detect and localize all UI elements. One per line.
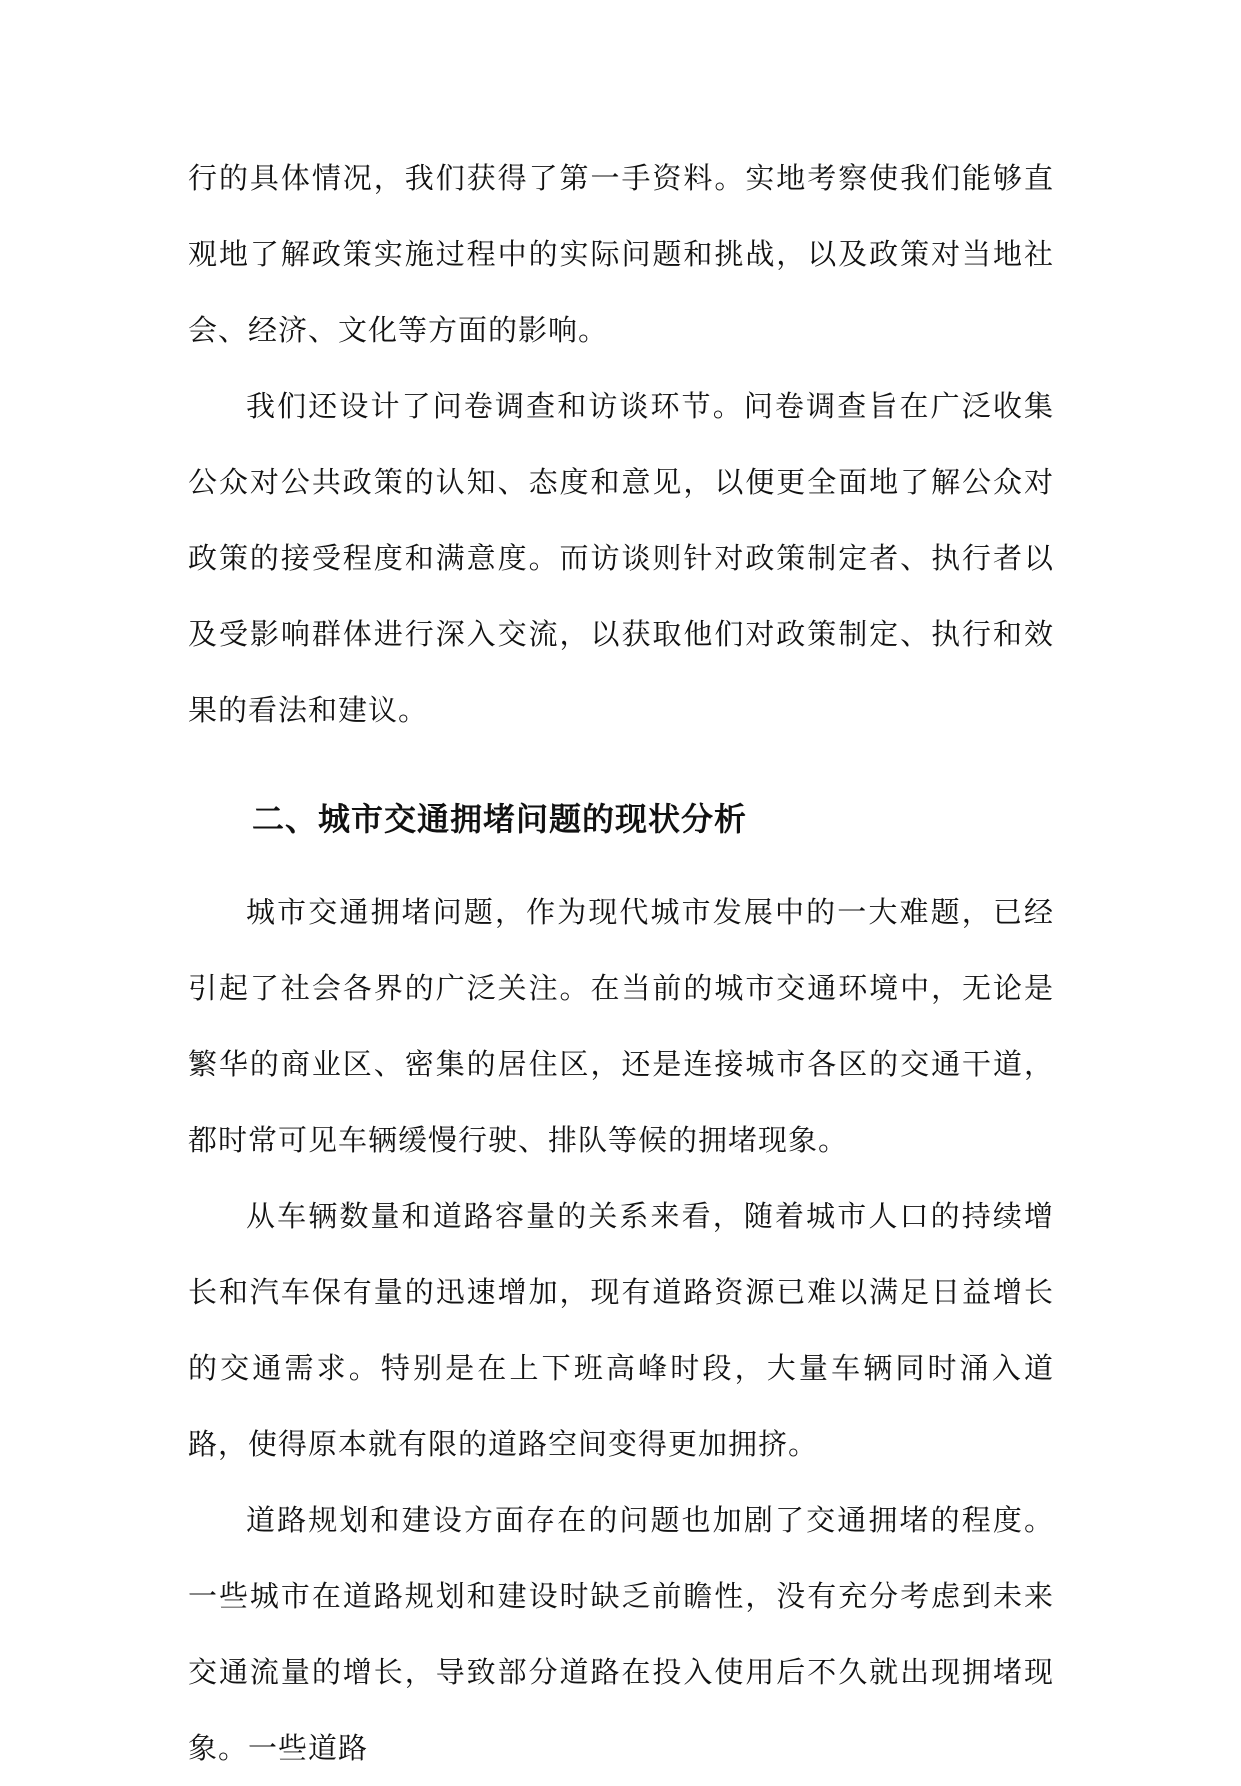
paragraph-survey-interview: 我们还设计了问卷调查和访谈环节。问卷调查旨在广泛收集公众对公共政策的认知、态度和意见，以便更全面地了解公众对政策的接受程度和满意度。而访谈则针对政策制定者、执行者以及受影响群体进行深入交流，以获取他们对政策制定、执行和效果的看法和建议。: [188, 389, 1054, 727]
paragraph-continued: 行的具体情况，我们获得了第一手资料。实地考察使我们能够直观地了解政策实施过程中的实际问题和挑战，以及政策对当地社会、经济、文化等方面的影响。: [188, 161, 1054, 347]
section-heading: 二、城市交通拥堵问题的现状分析: [252, 800, 748, 838]
document-body: [188, 140, 1054, 1786]
paragraph-traffic-overview: 城市交通拥堵问题，作为现代城市发展中的一大难题，已经引起了社会各界的广泛关注。在当前的城市交通环境中，无论是繁华的商业区、密集的居住区，还是连接城市各区的交通干道，都时常可见车辆缓慢行驶、排队等候的拥堵现象。: [188, 895, 1054, 1157]
paragraph-road-planning: 道路规划和建设方面存在的问题也加剧了交通拥堵的程度。一些城市在道路规划和建设时缺乏前瞻性，没有充分考虑到未来交通流量的增长，导致部分道路在投入使用后不久就出现拥堵现象。一些道路: [188, 1503, 1054, 1765]
paragraph-vehicle-capacity: 从车辆数量和道路容量的关系来看，随着城市人口的持续增长和汽车保有量的迅速增加，现有道路资源已难以满足日益增长的交通需求。特别是在上下班高峰时段，大量车辆同时涌入道路，使得原本就有限的道路空间变得更加拥挤。: [188, 1199, 1054, 1461]
